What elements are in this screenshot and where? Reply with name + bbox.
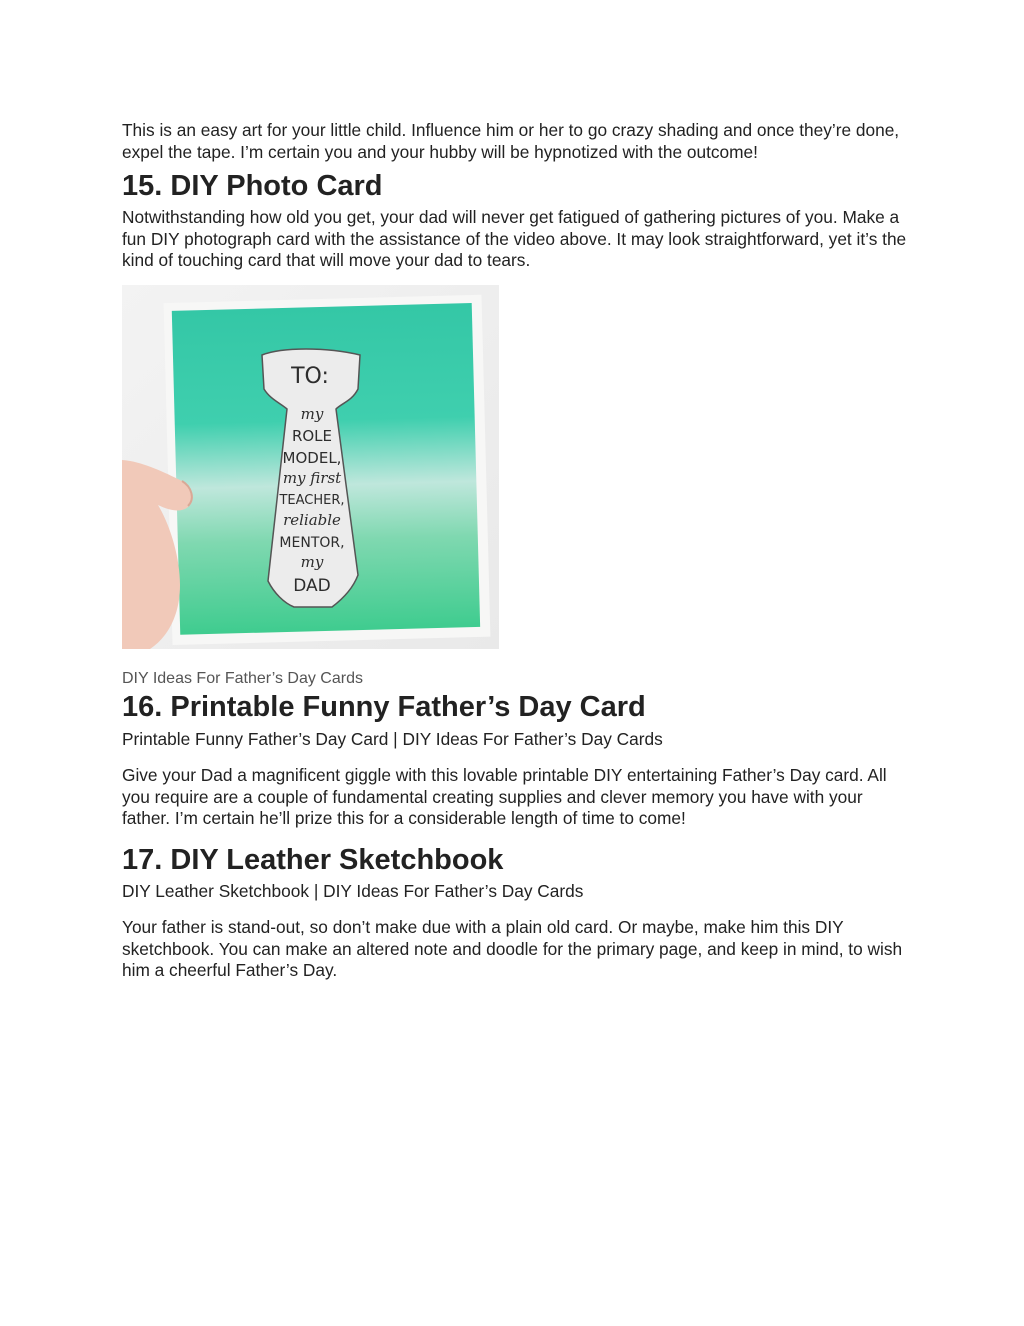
svg-text:DAD: DAD: [293, 575, 331, 596]
section-17-subline: DIY Leather Sketchbook | DIY Ideas For Father’s Day Cards: [122, 880, 584, 901]
svg-text:my: my: [300, 552, 324, 571]
svg-text:ROLE: ROLE: [291, 426, 333, 445]
section-15-body: Notwithstanding how old you get, your dad will never get fatigued of gathering pictures of you. Make a fun DIY photograph card with the assistance of the video above. It may look straightforward, yet it’s the kind of touching card that will move your dad to tears.: [122, 207, 907, 270]
tie-card-photo: [122, 285, 499, 649]
svg-text:MENTOR,: MENTOR,: [279, 534, 345, 551]
section-17-body: Your father is stand-out, so don’t make due with a plain old card. Or maybe, make him this DIY sketchbook. You can make an altered note and doodle for the primary page, and keep in mind, to wish him a cheerful Father’s Day.: [122, 917, 903, 980]
tie-text-to: TO:: [291, 363, 329, 389]
section-16-body: Give your Dad a magnificent giggle with this lovable printable DIY entertaining Father’s Day card. All you require are a couple of fundamental creating supplies and clever memory you have with your father. I’m certain he’ll prize this for a considerable length of time to come!: [122, 765, 887, 828]
intro-paragraph: This is an easy art for your little child. Influence him or her to go crazy shading and once they’re done, expel the tape. I’m certain you and your hubby will be hypnotized with the outcome!: [122, 120, 900, 162]
svg-text:my: my: [300, 404, 324, 423]
svg-text:my first: my first: [282, 468, 342, 487]
section-15-heading: 15. DIY Photo Card: [122, 170, 383, 202]
svg-text:reliable: reliable: [283, 510, 341, 529]
svg-text:TEACHER,: TEACHER,: [279, 492, 345, 508]
document-page: [122, 120, 912, 982]
section-17-heading: 17. DIY Leather Sketchbook: [122, 843, 504, 876]
section-16-heading: 16. Printable Funny Father’s Day Card: [122, 690, 646, 723]
svg-text:MODEL,: MODEL,: [282, 448, 342, 467]
section-16-subline: Printable Funny Father’s Day Card | DIY Ideas For Father’s Day Cards: [122, 728, 663, 749]
image-caption: DIY Ideas For Father’s Day Cards: [122, 669, 363, 687]
